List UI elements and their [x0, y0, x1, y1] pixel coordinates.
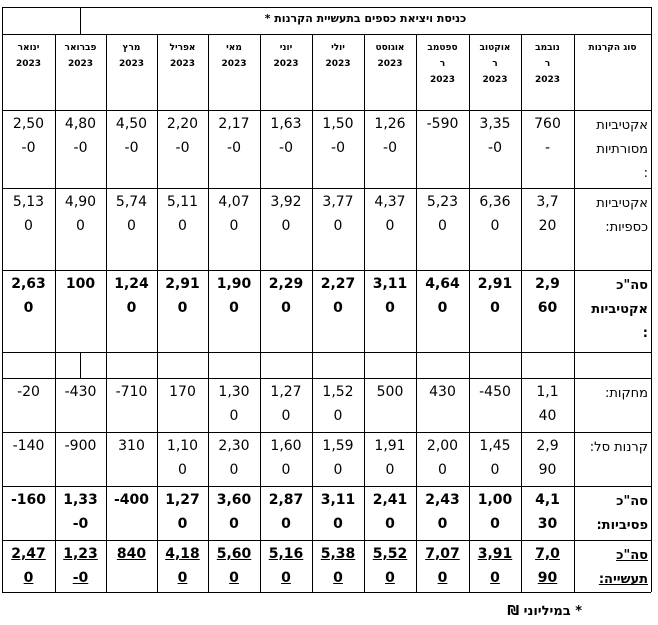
- table-cell: [312, 544, 364, 588]
- table-cell: [521, 274, 574, 318]
- month-header: [106, 40, 157, 72]
- grid-line: [2, 7, 3, 34]
- month-header: [2, 40, 55, 72]
- table-cell: [521, 192, 574, 236]
- table-cell: [208, 382, 260, 426]
- table-cell: [312, 382, 364, 426]
- month-header-line: ר: [544, 59, 551, 69]
- row-label: אקטיביות כספיות:: [596, 196, 648, 235]
- table-cell: [416, 114, 469, 158]
- cell-line: 4,07: [218, 194, 250, 210]
- table-cell: [312, 436, 364, 480]
- cell-line: 0: [23, 570, 34, 586]
- cell-line: 1,27: [270, 384, 302, 400]
- cell-line: 1,59: [322, 438, 354, 454]
- table-cell: [469, 114, 521, 158]
- table-cell: [260, 544, 312, 588]
- cell-line: -590: [426, 116, 459, 132]
- month-header-line: מרץ: [122, 43, 141, 53]
- month-header-line: 2023: [534, 75, 561, 85]
- grid-line: [651, 34, 652, 592]
- cell-line: 0: [281, 462, 291, 478]
- cell-line: 1,00: [477, 492, 513, 508]
- cell-line: 2,20: [166, 116, 199, 132]
- cell-line: 90: [538, 462, 557, 478]
- month-header: [208, 40, 260, 72]
- table-cell: [55, 192, 106, 236]
- cell-line: 2,87: [268, 492, 304, 508]
- cell-line: 1,30: [218, 384, 250, 400]
- cell-line: 3,60: [216, 492, 252, 508]
- cell-line: -160: [10, 492, 47, 508]
- table-cell: [521, 544, 574, 588]
- table-cell: [260, 490, 312, 534]
- cell-line: 1,33: [63, 492, 98, 508]
- month-header-line: 2023: [169, 59, 196, 69]
- month-header-line: ר: [492, 59, 498, 69]
- table-cell: [364, 382, 416, 426]
- cell-line: 0: [333, 516, 343, 532]
- month-header: [469, 40, 521, 88]
- cell-line: -0: [175, 140, 190, 156]
- table-cell: [55, 274, 106, 318]
- table-cell: [157, 544, 208, 588]
- month-header-line: פברואר: [64, 43, 97, 53]
- cell-line: 1,27: [165, 492, 200, 508]
- cell-line: 2,9: [536, 438, 559, 454]
- cell-line: 5,13: [12, 194, 45, 210]
- month-header-line: מאי: [226, 43, 242, 53]
- table-cell: [208, 490, 260, 534]
- grid-line: [2, 270, 651, 271]
- table-cell: [157, 114, 208, 158]
- cell-line: 3,91: [477, 546, 513, 562]
- month-header-line: אוקטוב: [479, 43, 511, 53]
- table-cell: [469, 192, 521, 236]
- month-header-line: 2023: [67, 59, 94, 69]
- table-cell: [416, 490, 469, 534]
- table-cell: [208, 114, 260, 158]
- table-cell: [312, 274, 364, 318]
- grid-line: [80, 352, 81, 378]
- cell-line: -0: [72, 570, 89, 586]
- cell-line: 4,50: [115, 116, 148, 132]
- grid-line: [2, 432, 651, 433]
- grid-line: [2, 486, 651, 487]
- cell-line: -710: [115, 384, 148, 400]
- table-cell: [55, 382, 106, 426]
- cell-line: 0: [385, 462, 395, 478]
- row-label: סה"כ פסיביות:: [596, 494, 648, 533]
- cell-line: 4,18: [165, 546, 200, 562]
- cell-line: 2,27: [320, 276, 356, 292]
- month-header-line: נובמב: [535, 43, 560, 53]
- cell-line: 1,45: [479, 438, 511, 454]
- month-header-line: 2023: [325, 59, 351, 69]
- grid-line: [2, 592, 651, 593]
- cell-line: -430: [64, 384, 97, 400]
- table-cell: [416, 382, 469, 426]
- cell-line: 1,52: [322, 384, 354, 400]
- table-cell: [106, 192, 157, 236]
- cell-line: 0: [229, 516, 239, 532]
- month-header-line: יולי: [331, 43, 345, 53]
- cell-line: 0: [385, 218, 395, 234]
- month-header-line: יוני: [279, 43, 293, 53]
- cell-line: -20: [17, 384, 40, 400]
- cell-line: 3,35: [479, 116, 511, 132]
- table-cell: [2, 192, 55, 236]
- table-cell: [55, 114, 106, 158]
- cell-line: -0: [21, 140, 36, 156]
- table-cell: [364, 274, 416, 318]
- table-cell: [2, 382, 55, 426]
- table-cell: [416, 192, 469, 236]
- grid-line: [2, 352, 651, 353]
- cell-line: 430: [429, 384, 456, 400]
- table-cell: [416, 274, 469, 318]
- grid-line: [2, 188, 651, 189]
- cell-line: 4,90: [64, 194, 97, 210]
- cell-line: 7,0: [535, 546, 560, 562]
- cell-line: 0: [229, 408, 239, 424]
- table-cell: [157, 490, 208, 534]
- cell-line: -140: [12, 438, 45, 454]
- table-cell: [208, 192, 260, 236]
- table-cell: [106, 382, 157, 426]
- row-label: סה"כ אקטיביות :: [591, 278, 648, 341]
- cell-line: 5,74: [115, 194, 148, 210]
- month-header: [416, 40, 469, 88]
- table-cell: [416, 436, 469, 480]
- cell-line: 0: [490, 218, 500, 234]
- cell-line: 5,60: [216, 546, 252, 562]
- cell-line: 0: [437, 516, 448, 532]
- table-cell: [521, 436, 574, 480]
- cell-line: 2,63: [11, 276, 46, 292]
- cell-line: 0: [229, 570, 239, 586]
- cell-line: 0: [229, 300, 239, 316]
- table-cell: [106, 490, 157, 534]
- cell-line: 1,91: [374, 438, 406, 454]
- month-header-line: 2023: [15, 59, 42, 69]
- cell-line: 1,23: [63, 546, 98, 562]
- cell-line: -0: [73, 140, 88, 156]
- row-label: סה"כ תעשייה:: [598, 548, 648, 587]
- cell-line: 0: [126, 300, 137, 316]
- cell-line: 3,11: [320, 492, 356, 508]
- cell-line: 0: [76, 218, 85, 234]
- table-cell: [364, 436, 416, 480]
- cell-line: -450: [479, 384, 511, 400]
- cell-line: 0: [438, 218, 447, 234]
- cell-line: 5,16: [268, 546, 304, 562]
- cell-line: 2,50: [12, 116, 45, 132]
- cell-line: 2,17: [218, 116, 250, 132]
- month-header-line: 2023: [377, 59, 403, 69]
- cell-line: 3,7: [536, 194, 559, 210]
- table-cell: [521, 114, 574, 158]
- table-cell: [469, 274, 521, 318]
- cell-line: -0: [331, 140, 345, 156]
- table-cell: [260, 114, 312, 158]
- cell-line: 0: [490, 570, 500, 586]
- table-cell: [364, 192, 416, 236]
- cell-line: 2,43: [425, 492, 460, 508]
- cell-line: 7,07: [425, 546, 460, 562]
- cell-line: 0: [385, 570, 395, 586]
- month-header: [364, 40, 416, 72]
- cell-line: 2,91: [477, 276, 513, 292]
- table-cell: [106, 436, 157, 480]
- cell-line: 4,1: [535, 492, 560, 508]
- cell-line: 170: [169, 384, 196, 400]
- cell-line: 30: [537, 516, 558, 532]
- grid-line: [2, 34, 651, 35]
- table-cell: [208, 436, 260, 480]
- column-header-type: סוג הקרנות: [588, 43, 637, 53]
- cell-line: 0: [281, 300, 291, 316]
- cell-line: 0: [333, 570, 343, 586]
- cell-line: 0: [333, 300, 343, 316]
- month-header-line: 2023: [429, 75, 456, 85]
- cell-line: 0: [490, 516, 500, 532]
- cell-line: 0: [177, 300, 188, 316]
- table-cell: [521, 490, 574, 534]
- grid-line: [574, 34, 575, 592]
- cell-line: 0: [281, 570, 291, 586]
- month-header-line: 2023: [221, 59, 247, 69]
- month-header-line: ינואר: [17, 43, 40, 53]
- table-cell: [312, 114, 364, 158]
- cell-line: 0: [281, 516, 291, 532]
- cell-line: 1,90: [216, 276, 252, 292]
- cell-line: 60: [537, 300, 558, 316]
- cell-line: 0: [437, 300, 448, 316]
- table-title: כניסת ויציאת כספים בתעשיית הקרנות *: [264, 12, 467, 25]
- month-header: [157, 40, 208, 72]
- cell-line: 3,77: [322, 194, 354, 210]
- cell-line: 0: [229, 218, 239, 234]
- table-cell: [2, 544, 55, 588]
- cell-line: 5,11: [166, 194, 199, 210]
- cell-line: 840: [116, 546, 147, 562]
- cell-line: 20: [538, 218, 557, 234]
- cell-line: -0: [72, 516, 89, 532]
- table-cell: [260, 382, 312, 426]
- cell-line: 6,36: [479, 194, 511, 210]
- table-cell: [106, 544, 157, 588]
- cell-line: -0: [124, 140, 139, 156]
- cell-line: 0: [281, 408, 291, 424]
- table-cell: [106, 274, 157, 318]
- month-header: [521, 40, 574, 88]
- table-cell: [260, 436, 312, 480]
- cell-line: 0: [333, 408, 343, 424]
- cell-line: 2,41: [372, 492, 408, 508]
- cell-line: 5,52: [372, 546, 408, 562]
- grid-line: [2, 378, 651, 379]
- cell-line: -400: [113, 492, 150, 508]
- cell-line: -0: [488, 140, 502, 156]
- table-cell: [364, 490, 416, 534]
- cell-line: -: [544, 140, 551, 156]
- month-header-line: 2023: [273, 59, 299, 69]
- table-cell: [157, 274, 208, 318]
- cell-line: 0: [178, 218, 187, 234]
- month-header-line: 2023: [118, 59, 145, 69]
- grid-line: [80, 7, 81, 34]
- table-cell: [55, 544, 106, 588]
- row-label: קרנות סל:: [589, 440, 648, 455]
- table-cell: [469, 490, 521, 534]
- cell-line: 0: [333, 462, 343, 478]
- cell-line: 2,91: [165, 276, 200, 292]
- cell-line: 2,9: [535, 276, 560, 292]
- cell-line: 2,30: [218, 438, 250, 454]
- grid-line: [2, 540, 651, 541]
- table-cell: [55, 436, 106, 480]
- cell-line: -0: [383, 140, 397, 156]
- table-cell: [312, 490, 364, 534]
- cell-line: 2,47: [11, 546, 46, 562]
- cell-line: 0: [490, 300, 500, 316]
- grid-line: [2, 110, 651, 111]
- cell-line: 0: [385, 516, 395, 532]
- table-cell: [208, 544, 260, 588]
- month-header-line: 2023: [482, 75, 508, 85]
- month-header-line: ר: [439, 59, 446, 69]
- cell-line: 5,38: [320, 546, 356, 562]
- cell-line: 40: [538, 408, 557, 424]
- cell-line: 4,80: [64, 116, 97, 132]
- cell-line: -0: [279, 140, 293, 156]
- footnote: * במיליוני ₪: [507, 604, 582, 619]
- table-cell: [364, 544, 416, 588]
- cell-line: 0: [438, 462, 447, 478]
- cell-line: 310: [118, 438, 145, 454]
- table-cell: [469, 544, 521, 588]
- cell-line: 1,10: [166, 438, 199, 454]
- cell-line: 1,26: [374, 116, 406, 132]
- month-header: [260, 40, 312, 72]
- cell-line: 0: [24, 218, 33, 234]
- cell-line: 1,60: [270, 438, 302, 454]
- cell-line: 0: [177, 570, 188, 586]
- cell-line: 4,64: [425, 276, 460, 292]
- cell-line: 0: [177, 516, 188, 532]
- table-cell: [157, 436, 208, 480]
- table-cell: [2, 490, 55, 534]
- cell-line: 0: [333, 218, 343, 234]
- month-header-line: אוגוסט: [375, 43, 405, 53]
- table-cell: [364, 114, 416, 158]
- table-cell: [260, 274, 312, 318]
- cell-line: 1,63: [270, 116, 302, 132]
- cell-line: 0: [229, 462, 239, 478]
- cell-line: 760: [534, 116, 561, 132]
- month-header: [55, 40, 106, 72]
- cell-line: 2,00: [426, 438, 459, 454]
- cell-line: 1,50: [322, 116, 354, 132]
- month-header-line: ספטמב: [427, 43, 458, 53]
- table-cell: [469, 436, 521, 480]
- table-cell: [521, 382, 574, 426]
- cell-line: 0: [178, 462, 187, 478]
- table-cell: [157, 382, 208, 426]
- table-cell: [106, 114, 157, 158]
- row-label: מחקות:: [604, 386, 648, 401]
- table-cell: [469, 382, 521, 426]
- cell-line: 4,37: [374, 194, 406, 210]
- grid-line: [651, 7, 652, 34]
- grid-line: [2, 7, 651, 8]
- cell-line: -0: [227, 140, 241, 156]
- month-header-line: אפריל: [169, 43, 196, 53]
- cell-line: -900: [64, 438, 97, 454]
- cell-line: 1,24: [114, 276, 149, 292]
- cell-line: 500: [376, 384, 404, 400]
- table-cell: [208, 274, 260, 318]
- table-cell: [416, 544, 469, 588]
- cell-line: 0: [281, 218, 291, 234]
- table-cell: [2, 436, 55, 480]
- table-cell: [2, 274, 55, 318]
- table-cell: [260, 192, 312, 236]
- month-header: [312, 40, 364, 72]
- row-label: אקטיביות מסורתיות :: [596, 118, 648, 181]
- cell-line: 0: [437, 570, 448, 586]
- table-cell: [312, 192, 364, 236]
- table-cell: [55, 490, 106, 534]
- cell-line: 3,92: [270, 194, 302, 210]
- cell-line: 100: [65, 276, 96, 292]
- table-cell: [157, 192, 208, 236]
- cell-line: 1,1: [536, 384, 559, 400]
- cell-line: 2,29: [268, 276, 304, 292]
- cell-line: 5,23: [426, 194, 459, 210]
- cell-line: 0: [490, 462, 500, 478]
- cell-line: 0: [23, 300, 34, 316]
- cell-line: 90: [537, 570, 558, 586]
- table-cell: [2, 114, 55, 158]
- cell-line: 0: [127, 218, 136, 234]
- cell-line: 0: [385, 300, 395, 316]
- cell-line: 3,11: [372, 276, 408, 292]
